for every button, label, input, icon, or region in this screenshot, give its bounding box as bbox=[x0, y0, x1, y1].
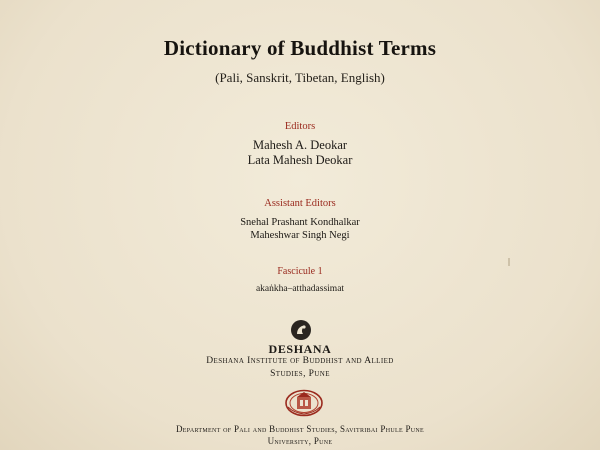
editor-name: Mahesh A. Deokar bbox=[252, 138, 348, 152]
assistant-editors-label: Assistant Editors bbox=[264, 198, 336, 209]
institute-name-line: Studies, Pune bbox=[270, 369, 330, 379]
book-subtitle: (Pali, Sanskrit, Tibetan, English) bbox=[215, 70, 385, 85]
fascicule-label: Fascicule 1 bbox=[277, 266, 323, 277]
assistant-editor-name: Snehal Prashant Kondhalkar bbox=[240, 217, 360, 228]
book-title: Dictionary of Buddhist Terms bbox=[163, 36, 437, 60]
editor-name: Lata Mahesh Deokar bbox=[247, 153, 353, 167]
deshana-logo-icon bbox=[290, 319, 312, 341]
institute-name-line: Deshana Institute of Buddhist and Allied bbox=[206, 356, 394, 366]
department-name-line: University, Pune bbox=[267, 436, 333, 446]
paper-mark bbox=[508, 258, 510, 266]
fascicule-range: akaṅkha–atthadassimat bbox=[255, 284, 345, 294]
department-name-line: Department of Pali and Buddhist Studies, Savitribai Phule Pune bbox=[175, 424, 424, 434]
editors-label: Editors bbox=[284, 121, 316, 132]
university-emblem-icon bbox=[284, 389, 324, 417]
assistant-editor-name: Maheshwar Singh Negi bbox=[250, 230, 350, 241]
publisher-logo-text: DESHANA bbox=[268, 342, 332, 356]
